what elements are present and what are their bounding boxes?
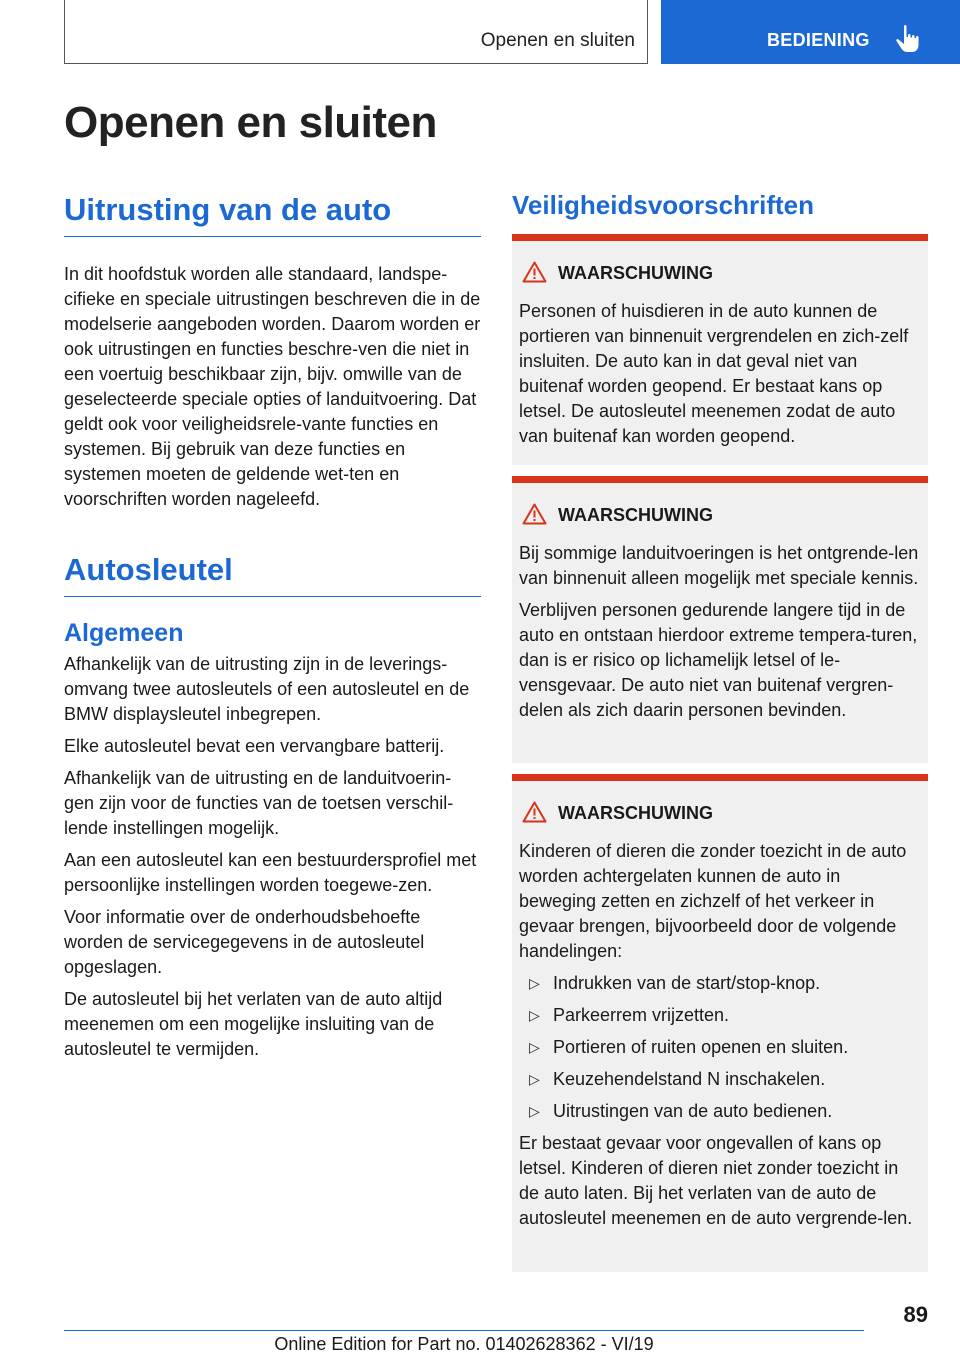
- bullet-triangle-icon: ▷: [529, 975, 540, 991]
- page-number: 89: [903, 1302, 928, 1327]
- warning-3-paragraph-1: Kinderen of dieren die zonder toezicht in de auto worden achtergelaten kunnen de auto in beweging zetten en zichzelf of het verkeer in gevaar brengen, bijvoorbeeld door de volgende handelingen:: [519, 841, 907, 961]
- paragraph-key-1: Afhankelijk van de uitrusting zijn in de leverings-omvang twee autosleutels of een autosleutel en de BMW displaysleutel inbegrepen.: [64, 654, 470, 724]
- page-title: Openen en sluiten: [64, 98, 437, 147]
- warning-text-3: [519, 839, 922, 1231]
- paragraph-key-6: De autosleutel bij het verlaten van de auto altijd meenemen om een mogelijke insluiting van de autosleutel te vermijden.: [64, 989, 443, 1059]
- warning-box-2: [512, 476, 928, 763]
- left-column: [64, 192, 481, 1062]
- paragraph-key-4: Aan een autosleutel kan een bestuurdersprofiel met persoonlijke instellingen worden toegewe-zen.: [64, 850, 477, 895]
- warning-label: WAARSCHUWING: [558, 505, 713, 525]
- section-heading-safety: Veiligheidsvoorschriften: [512, 190, 814, 220]
- paragraph-key-2: Elke autosleutel bevat een vervangbare batterij.: [64, 736, 445, 756]
- right-column-heading-wrap: [512, 190, 928, 221]
- warning-box-3: [512, 774, 928, 1272]
- warning-box-1: [512, 234, 928, 465]
- warning-3-bullet-list: [519, 971, 922, 1124]
- warning-2-paragraph-1: Bij sommige landuitvoeringen is het ontgrende-len van binnenuit alleen mogelijk met speciale kennis.: [519, 543, 919, 588]
- footer-divider: [64, 1330, 864, 1331]
- bullet-triangle-icon: ▷: [529, 1103, 540, 1119]
- section-heading-equipment: Uitrusting van de auto: [64, 192, 481, 237]
- warning-text-2: [519, 541, 922, 723]
- header-chapter-tab: [661, 0, 960, 64]
- bullet-triangle-icon: ▷: [529, 1071, 540, 1087]
- bullet-triangle-icon: ▷: [529, 1039, 540, 1055]
- warning-2-paragraph-2: Verblijven personen gedurende langere tijd in de auto en ontstaan hierdoor extreme tempera-turen, dan is er risico op lichamelijk letsel of le-vensgevaar. De auto niet van buitenaf vergren-delen als zich daarin personen bevinden.: [519, 600, 918, 720]
- paragraph-equipment: In dit hoofdstuk worden alle standaard, landspe-cifieke en speciale uitrustingen beschreven die in de modelserie aangeboden worden. Daarom worden er ook uitrustingen en functies beschre-ven die niet in een voertuig beschikbaar zijn, bijv. omwille van de geselecteerde speciale opties of landuitvoering. Dat geldt ook voor veiligheidsrele-vante functies en systemen. Bij gebruik van deze functies en systemen moeten de geldende wet-ten en voorschriften worden nageleefd.: [64, 264, 481, 509]
- list-item: ▷ Keuzehendelstand N inschakelen.: [519, 1067, 922, 1092]
- pointing-hand-icon: [895, 24, 921, 54]
- warning-1-paragraph: Personen of huisdieren in de auto kunnen de portieren van binnenuit vergrendelen en zich-zelf insluiten. De auto kan in dat geval niet van buitenaf worden geopend. Er bestaat kans op letsel. De autosleutel meenemen zodat de auto van buitenaf kan worden geopend.: [519, 301, 909, 446]
- warning-triangle-icon: [522, 261, 547, 283]
- bullet-triangle-icon: ▷: [529, 1007, 540, 1023]
- header-section-label: Openen en sluiten: [480, 30, 635, 51]
- subheading-general: Algemeen: [64, 619, 184, 647]
- list-item: ▷ Uitrustingen van de auto bedienen.: [519, 1099, 922, 1124]
- paragraph-key-3: Afhankelijk van de uitrusting en de landuitvoerin-gen zijn voor de functies van de toetsen verschil-lende instellingen mogelijk.: [64, 768, 454, 838]
- list-item: ▷ Portieren of ruiten openen en sluiten.: [519, 1035, 922, 1060]
- section-heading-car-key: Autosleutel: [64, 552, 481, 597]
- warning-label: WAARSCHUWING: [558, 803, 713, 823]
- paragraph-key-5: Voor informatie over de onderhoudsbehoefte worden de servicegegevens in de autosleutel opgeslagen.: [64, 907, 425, 977]
- list-item: ▷ Parkeerrem vrijzetten.: [519, 1003, 922, 1028]
- footer-edition: Online Edition for Part no. 01402628362 - VI/19: [274, 1334, 654, 1354]
- header-section-tab: [64, 0, 648, 64]
- list-item: ▷ Indrukken van de start/stop-knop.: [519, 971, 922, 996]
- warning-label: WAARSCHUWING: [558, 263, 713, 283]
- warning-text-1: [519, 299, 922, 449]
- warning-triangle-icon: [522, 801, 547, 823]
- warning-3-paragraph-2: Er bestaat gevaar voor ongevallen of kans op letsel. Kinderen of dieren niet zonder toezicht in de auto laten. Bij het verlaten van de auto de autosleutel meenemen en de auto vergrende-len.: [519, 1133, 913, 1228]
- warning-triangle-icon: [522, 503, 547, 525]
- header-chapter-label: BEDIENING: [767, 30, 870, 50]
